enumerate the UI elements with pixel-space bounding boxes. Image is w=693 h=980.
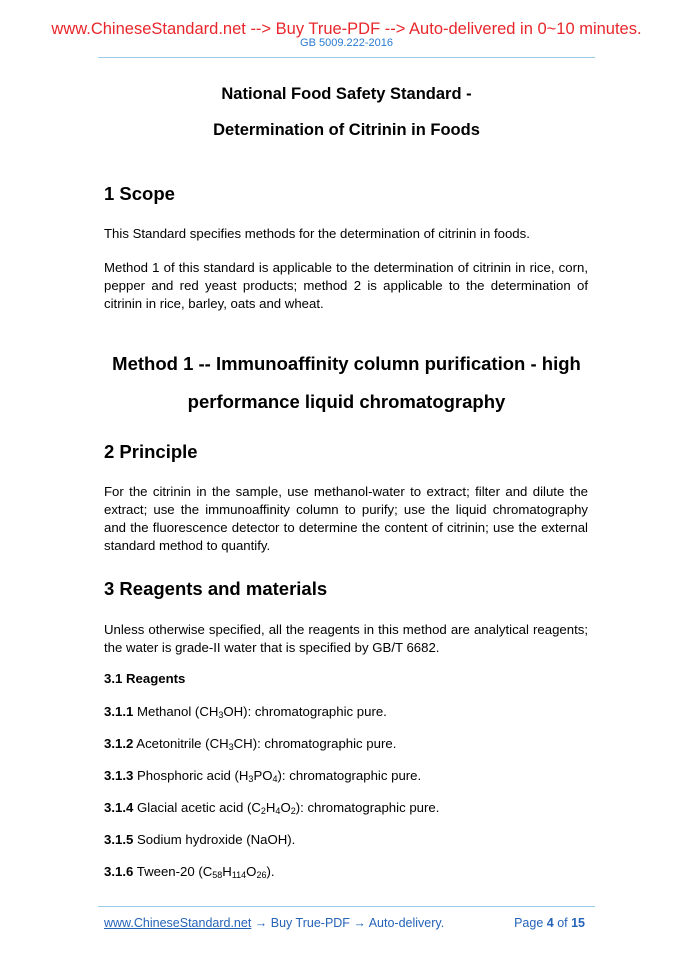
principle-paragraph: For the citrinin in the sample, use methanol-water to extract; filter and dilute the extract; use the immunoaffinity column to purify; use the liquid chromatography and the fluorescence detector to determine the content of citrinin; use the external standard method to quantify. bbox=[104, 484, 588, 553]
promo-banner[interactable]: www.ChineseStandard.net --> Buy True-PDF --> Auto-delivered in 0~10 minutes. bbox=[51, 20, 642, 38]
doc-title-line1: National Food Safety Standard - bbox=[221, 85, 472, 103]
reagent-number: 3.1.5 bbox=[104, 832, 134, 847]
scope-heading: 1 Scope bbox=[104, 183, 175, 204]
reagent-number: 3.1.4 bbox=[104, 800, 134, 815]
footer-divider bbox=[98, 906, 595, 907]
reagent-number: 3.1.3 bbox=[104, 768, 134, 783]
reagents-heading: 3 Reagents and materials bbox=[104, 578, 328, 599]
reagent-item: 3.1.4 Glacial acetic acid $(C_2H_4O_2)$: chromatographic pure. bbox=[104, 800, 440, 816]
reagent-item: 3.1.1 Methanol $(CH_3OH)$: chromatographic pure. bbox=[104, 704, 387, 720]
doc-number: GB 5009.222-2016 bbox=[300, 37, 393, 49]
scope-paragraph-1: This Standard specifies methods for the determination of citrinin in foods. bbox=[104, 226, 530, 241]
scope-paragraph-2: Method 1 of this standard is applicable to the determination of citrinin in rice, corn, pepper and red yeast products; method 2 is applicable to the determination of citrinin in rice, barley, oats and wheat. bbox=[104, 260, 588, 311]
total-pages: 15 bbox=[571, 916, 585, 930]
method1-title-line1: Method 1 -- Immunoaffinity column purification - high bbox=[112, 353, 581, 374]
reagent-item: 3.1.6 Tween-20 $(C_{58}H_{114}O_{26})$. bbox=[104, 864, 275, 880]
reagents-subheading: 3.1 Reagents bbox=[104, 671, 186, 686]
reagent-item: 3.1.2 Acetonitrile $(CH_3CH)$: chromatographic pure. bbox=[104, 736, 397, 752]
doc-title-line2: Determination of Citrinin in Foods bbox=[213, 121, 480, 139]
current-page: 4 bbox=[546, 916, 554, 930]
principle-heading: 2 Principle bbox=[104, 441, 198, 462]
reagent-number: 3.1.1 bbox=[104, 704, 134, 719]
reagent-item: 3.1.3 Phosphoric acid $(H_3PO_4)$: chromatographic pure. bbox=[104, 768, 422, 784]
reagent-number: 3.1.2 bbox=[104, 736, 134, 751]
reagents-paragraph: Unless otherwise specified, all the reagents in this method are analytical reagents; the water is grade-II water that is specified by GB/T 6682. bbox=[104, 622, 588, 655]
footer-promo-text: → Buy True-PDF → Auto-delivery. bbox=[251, 916, 445, 930]
reagent-item: 3.1.5 Sodium hydroxide (NaOH). bbox=[104, 832, 296, 847]
header-divider bbox=[98, 57, 595, 58]
method1-title-line2: performance liquid chromatography bbox=[187, 391, 506, 412]
reagent-number: 3.1.6 bbox=[104, 864, 134, 879]
page-indicator: Page 4 of 15 bbox=[514, 916, 585, 930]
footer-site-link[interactable]: www.ChineseStandard.net bbox=[104, 916, 252, 930]
footer-promo bbox=[104, 915, 444, 931]
